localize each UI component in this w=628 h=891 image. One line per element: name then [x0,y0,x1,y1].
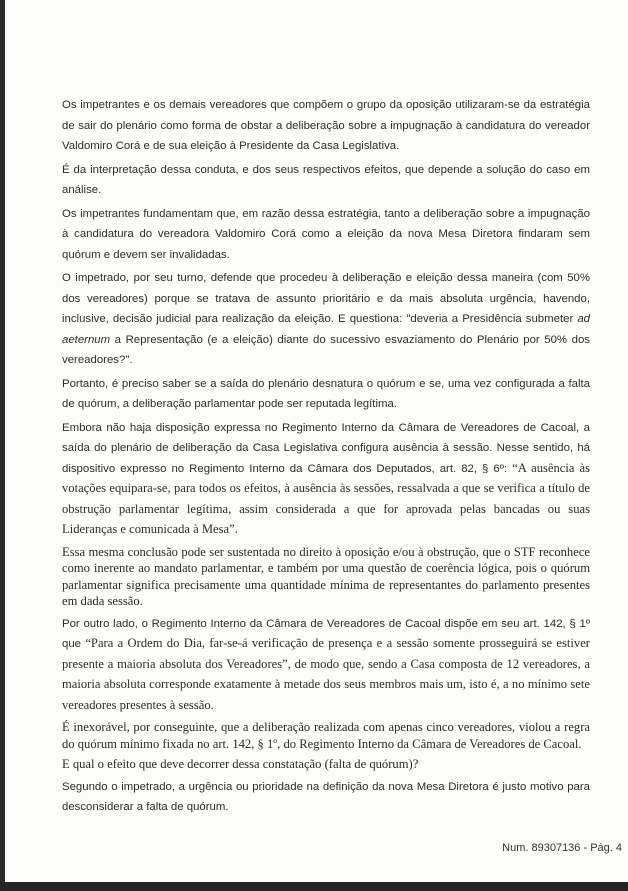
paragraph-6-text: Embora não haja disposição expressa no Regimento Interno da Câmara de Vereadores de Cacoal, a saída do plenário de deliberação da Casa Legislativa configura ausência à sessão. Nesse sentido, há dispositivo expresso no Regimento Interno da Câmara dos Deputados, art. 82, § 6º: [62,421,590,475]
paragraph-6 [62,418,590,541]
paragraph-7: Essa mesma conclusão pode ser sustentada no direito à oposição e/ou à obstrução, que o STF reconhece como inerente ao mandato parlamentar, e também por uma questão de coerência lógica, pois o quórum parlamentar significa precisamente uma quantidade mínima de representantes do parlamento presentes em dada sessão. [62,544,590,608]
scan-edge-bottom [0,882,628,891]
paragraph-8 [62,614,590,717]
scan-edge-left [0,0,5,891]
paragraph-4-text-end: a Representação (e a eleição) diante do sucessivo esvaziamento do Plenário por 50% dos vereadores?". [62,333,590,366]
paragraph-1: Os impetrantes e os demais vereadores que compõem o grupo da oposição utilizaram-se da estratégia de sair do plenário como forma de obstar a deliberação sobre a impugnação à candidatura do vereador Valdomiro Corá e de sua eleição à Presidente da Casa Legislativa. [62,99,590,152]
paragraph-11: Segundo o impetrado, a urgência ou prioridade na definição da nova Mesa Diretora é justo motivo para desconsiderar a falta de quórum. [62,780,590,813]
paragraph-9: É inexorável, por conseguinte, que a deliberação realizada com apenas cinco vereadores, violou a regra do quórum mínimo fixada no art. 142, § 1º, do Regimento Interno da Câmara de Vereadores de Cacoal. [62,720,590,751]
paragraph-3: Os impetrantes fundamentam que, em razão dessa estratégia, tanto a deliberação sobre a impugnação à candidatura do vereadora Valdomiro Corá como a eleição da nova Mesa Diretora findaram sem quórum e devem ser invalidadas. [62,207,590,261]
paragraph-2: É da interpretação dessa conduta, e dos seus respectivos efeitos, que depende a solução do caso em análise. [62,163,590,196]
paragraph-4-text: O impetrado, por seu turno, defende que procedeu à deliberação e eleição dessa maneira (com 50% dos vereadores) porque se tratava de assunto prioritário e da mais absoluta urgência, havendo, inclusive, decisão judicial para realização da eleição. E questiona: "deveria a Presidência submeter [62,272,590,325]
paragraph-8-regiment-quote: “Para a Ordem do Dia, far-se-á verificação de presença e a sessão somente prosseguirá se estiver presente a maioria absoluta dos Vereadores”, de modo que, sendo a Casa composta de 12 vereadores, a maioria absoluta corresponde exatamente à metade dos seus membros mais um, isto é, a no mínimo sete vereadores presentes à sessão. [62,636,590,712]
paragraph-5: Portanto, é preciso saber se a saída do plenário desnatura o quórum e se, uma vez configurada a falta de quórum, a deliberação parlamentar pode ser reputada legítima. [62,377,590,410]
paragraph-4 [62,268,590,371]
paragraph-8-text: Por outro lado, o Regimento Interno da Câmara de Vereadores de Cacoal dispõe em seu art. 142, § 1º que [62,617,590,650]
paragraph-4-latin-expression: ad aeternum [62,313,590,346]
page-number-stamp: Num. 89307136 - Pág. 4 [502,842,622,854]
paragraph-10: E qual o efeito que deve decorrer dessa constatação (falta de quórum)? [62,757,419,771]
paragraph-6-regiment-quote: “A ausência às votações equipara-se, para todos os efeitos, à ausência às sessões, ressalvada a que se verifica a título de obstrução parlamentar legítima, assim considerada a que for aprovada pelas bancadas ou suas Lideranças e comunicada à Mesa”. [62,460,590,536]
document-body [62,95,590,821]
